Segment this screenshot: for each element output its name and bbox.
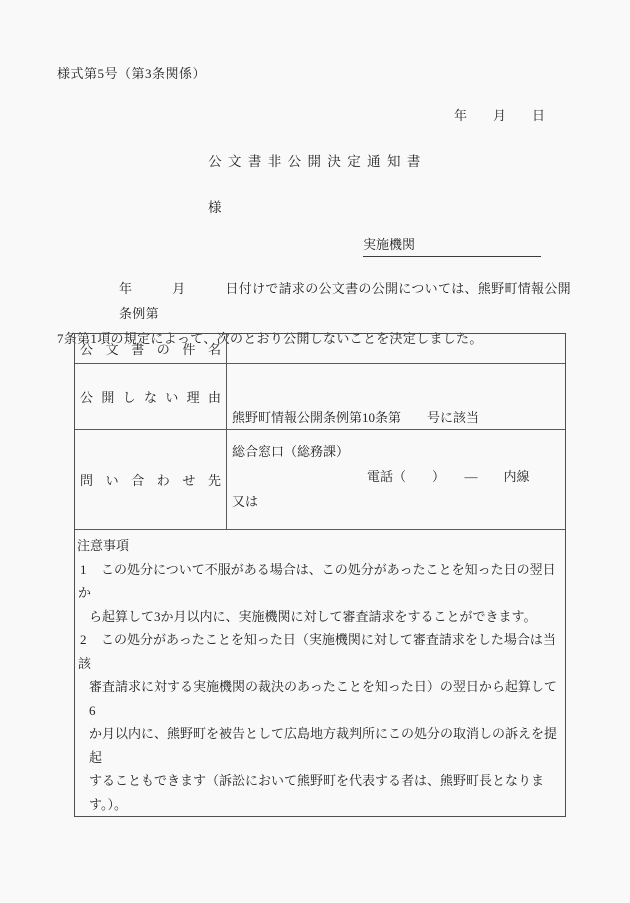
notes-heading: 注意事項 xyxy=(77,538,130,553)
note-item-2 xyxy=(77,628,561,816)
addressee-suffix: 様 xyxy=(208,200,222,215)
note-2-line-2: 審査請求に対する実施機関の裁決のあったことを知った日）の翌日から起算して6 xyxy=(89,679,557,718)
reason-value-cell xyxy=(227,364,565,430)
document-name-value-cell xyxy=(227,334,565,363)
form-number: 様式第5号（第3条関係） xyxy=(57,66,207,81)
reason-label-cell xyxy=(75,364,227,430)
issuing-agency-label: 実施機関 xyxy=(363,237,416,252)
note-2-number: 2 xyxy=(80,632,87,647)
document-name-label-cell xyxy=(75,334,227,363)
intro-line-1: 年 月 日付けで請求の公文書の公開については、熊野町情報公開条例第 xyxy=(119,281,571,321)
note-2-line-1 xyxy=(77,628,561,675)
document-name-label: 公 文 書 の 件 名 xyxy=(80,341,221,357)
issuing-agency-underline xyxy=(363,234,541,257)
document-title: 公 文 書 非 公 開 決 定 通 知 書 xyxy=(208,154,422,169)
notes-section xyxy=(75,530,565,816)
ordinance-reference: 熊野町情報公開条例第10条第 号に該当 xyxy=(232,410,480,426)
table-row-nondisclosure-reason xyxy=(75,364,565,431)
note-1-text: この処分について不服がある場合は、この処分があったことを知った日の翌日か xyxy=(78,561,556,600)
note-item-1 xyxy=(77,558,561,629)
contact-value-cell xyxy=(227,430,565,529)
contact-label: 問 い 合 わ せ 先 xyxy=(80,473,221,489)
reason-label: 公 開 し な い 理 由 xyxy=(80,390,221,406)
contact-or-line: 又は xyxy=(232,494,259,510)
contact-label-cell xyxy=(75,430,227,529)
note-1-line-1 xyxy=(77,558,561,605)
decision-table xyxy=(74,333,566,817)
note-1-line-2: ら起算して3か月以内に、実施機関に対して審査請求をすることができます。 xyxy=(89,608,537,624)
table-row-document-name xyxy=(75,334,565,364)
table-row-contact xyxy=(75,430,565,530)
intro-line-2: 7条第1項の規定によって、次のとおり公開しないことを決定しました。 xyxy=(57,331,483,346)
contact-office-line: 総合窓口（総務課） xyxy=(232,444,350,460)
note-2-line-4: することもできます（訴訟において熊野町を代表する者は、熊野町長となります。）。 xyxy=(89,773,545,812)
note-2-line-3: か月以内に、熊野町を被告として広島地方裁判所にこの処分の取消しの訴えを提起 xyxy=(89,726,558,765)
note-1-number: 1 xyxy=(80,561,87,577)
note-2-text: この処分があったことを知った日（実施機関に対して審査請求をした場合は当該 xyxy=(78,632,556,671)
contact-phone-line: 電話（ ） — 内線 xyxy=(367,469,530,485)
date-line: 年 月 日 xyxy=(453,108,545,123)
